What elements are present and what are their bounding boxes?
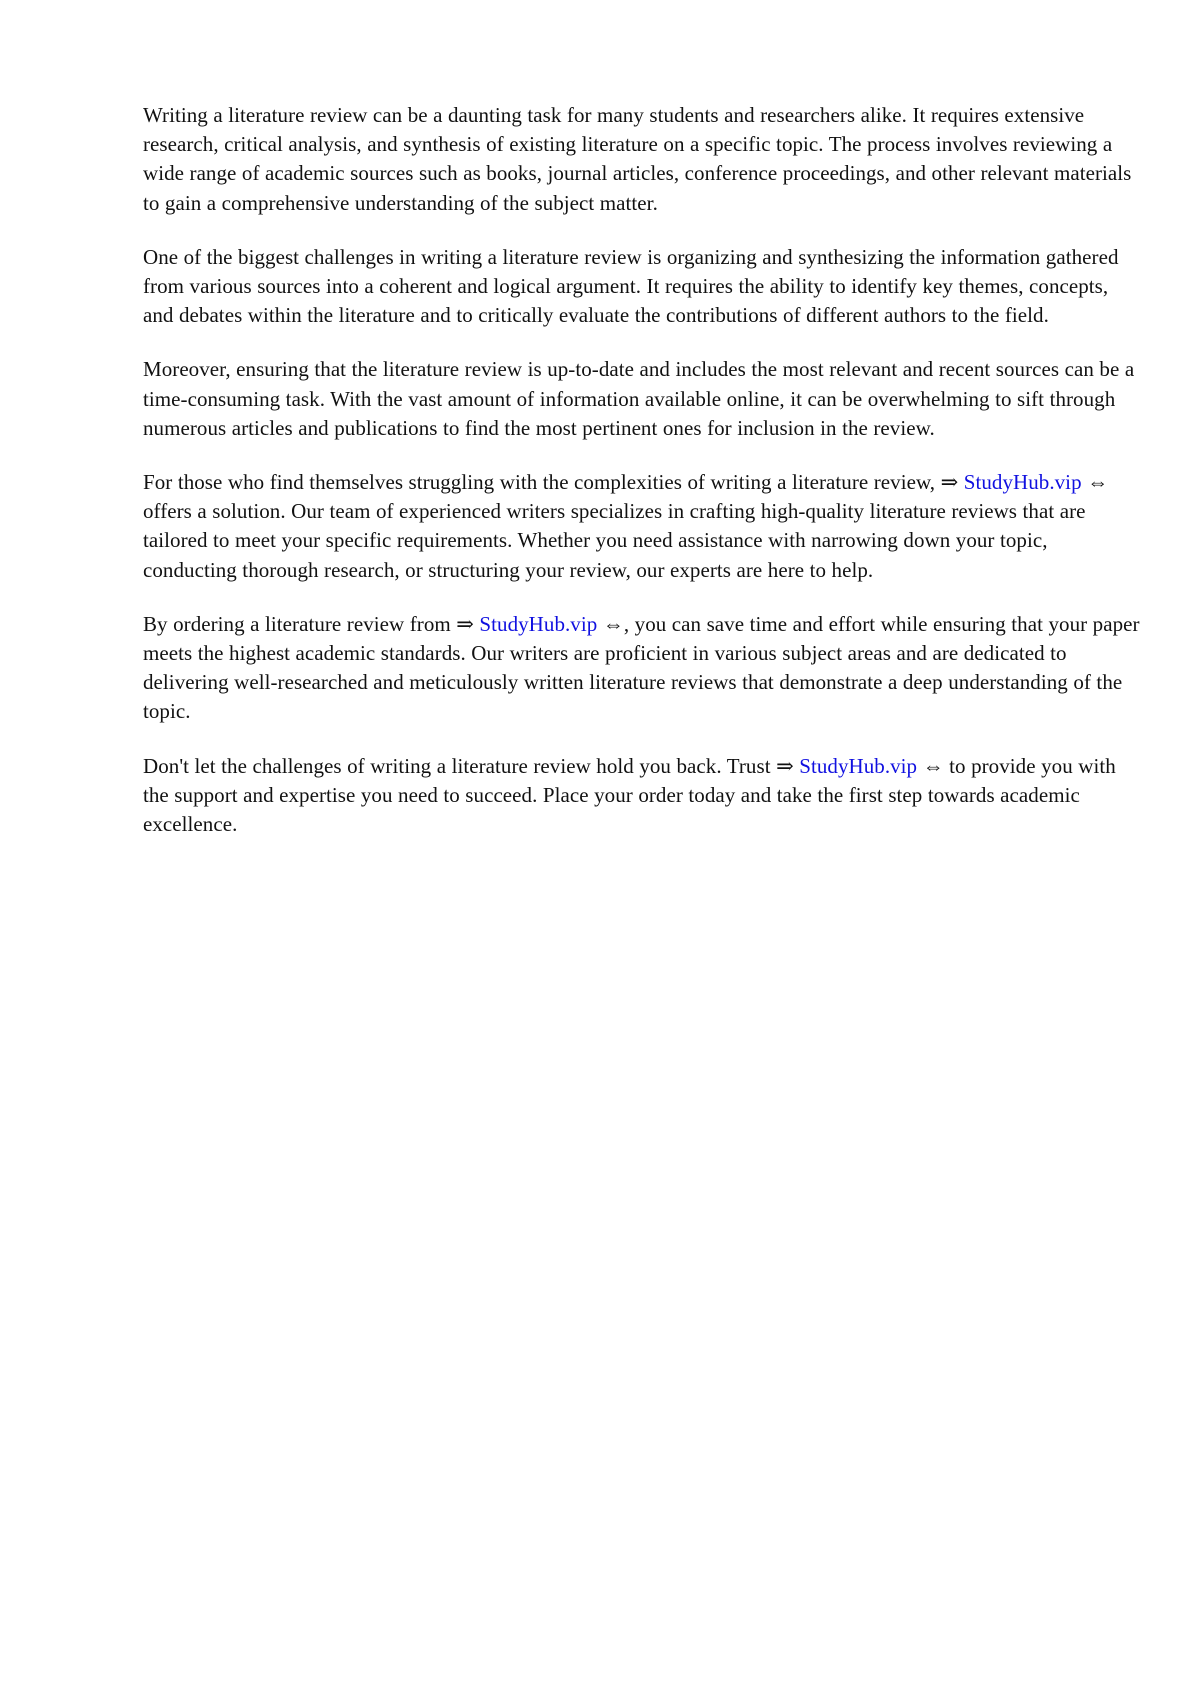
paragraph-intro: Writing a literature review can be a daunting task for many students and researchers alike. It requires extensive research, critical analysis, and synthesis of existing literature on a specific topic. The process involves reviewing a wide range of academic sources such as books, journal articles, conference proceedings, and other relevant materials to gain a comprehensive understanding of the subject matter. [143,103,1132,215]
paragraph-closing [143,752,1143,840]
paragraph-text-before-link: By ordering a literature review from ⇒ [143,611,480,636]
paragraph-challenges: One of the biggest challenges in writing a literature review is organizing and synthesizing the information gathered from various sources into a coherent and logical argument. It requires the ability to identify key themes, concepts, and debates within the literature and to critically evaluate the contributions of different authors to the field. [143,244,1119,328]
paragraph-text-before-link: For those who find themselves struggling with the complexities of writing a literature review, ⇒ [143,470,964,495]
document-body [143,101,1143,864]
studyhub-link[interactable]: StudyHub.vip [963,470,1082,495]
studyhub-link[interactable]: StudyHub.vip [799,753,918,778]
paragraph-text-after-link: ⇔ to provide you with the support and expertise you need to succeed. Place your order today and take the first step towards academic excellence. [143,753,1116,837]
paragraph-solution [143,468,1143,585]
paragraph-up-to-date: Moreover, ensuring that the literature review is up-to-date and includes the most relevant and recent sources can be a time-consuming task. With the vast amount of information available online, it can be overwhelming to sift through numerous articles and publications to find the most pertinent ones for inclusion in the review. [143,357,1135,440]
paragraph-text-before-link: Don't let the challenges of writing a literature review hold you back. Trust ⇒ [143,753,800,778]
studyhub-link[interactable]: StudyHub.vip [479,611,598,636]
paragraph-ordering [143,610,1143,727]
paragraph-text-after-link: ⇔, you can save time and effort while ensuring that your paper meets the highest academic standards. Our writers are proficient in various subject areas and are dedicated to delivering well-researched and meticulously written literature reviews that demonstrate a deep understanding of the topic. [143,611,1140,724]
paragraph-text-after-link: ⇔ offers a solution. Our team of experienced writers specializes in crafting high-quality literature reviews that are tailored to meet your specific requirements. Whether you need assistance with narrowing down your topic, conducting thorough research, or structuring your review, our experts are here to help. [143,470,1109,582]
